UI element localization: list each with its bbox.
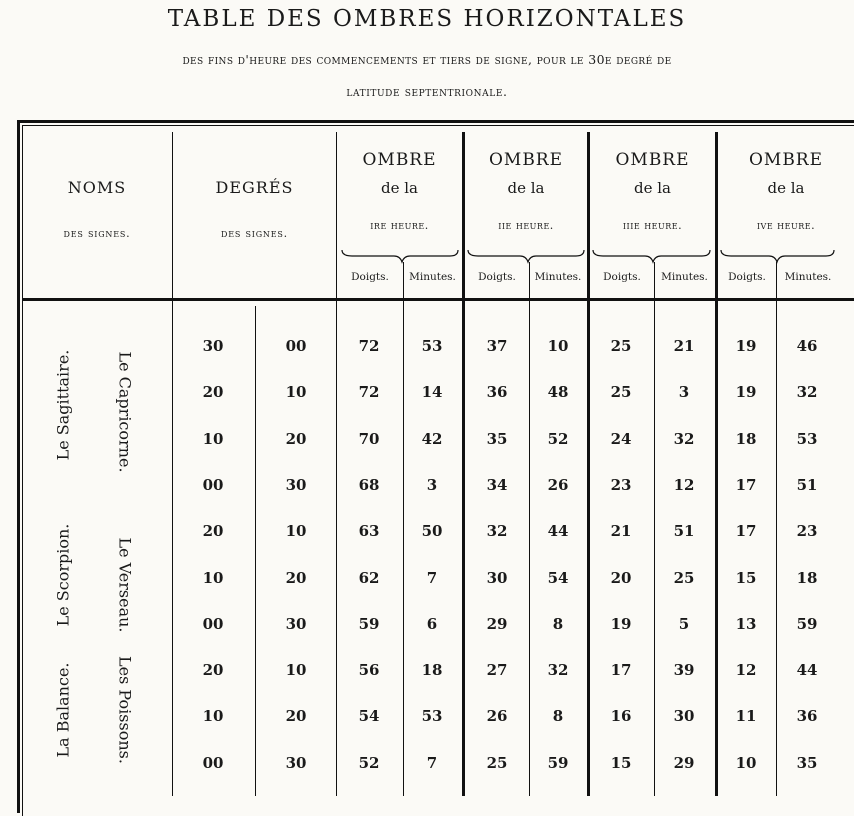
cell-h2-minutes: 8 — [552, 614, 564, 633]
cell-deg-right: 10 — [285, 661, 307, 680]
h2-doigts: Doigts. — [478, 271, 516, 283]
h2-heure: iie heure. — [498, 219, 554, 232]
cell-h4-minutes: 18 — [796, 568, 818, 587]
cell-h1-doigts: 54 — [358, 707, 380, 726]
cell-h1-doigts: 63 — [358, 522, 380, 541]
cell-h4-minutes: 51 — [796, 475, 818, 494]
cell-deg-right: 20 — [285, 568, 307, 587]
cell-h2-minutes: 48 — [547, 383, 569, 402]
h3-ombre: OMBRE — [615, 150, 690, 170]
cell-h2-doigts: 27 — [486, 661, 508, 680]
cell-h1-doigts: 62 — [358, 568, 380, 587]
cell-h1-minutes: 53 — [421, 337, 443, 355]
subtitle-line-1: des fins d'heure des commencements et tiers de signe, pour le 30e degré de — [182, 52, 672, 67]
cell-deg-right: 20 — [285, 707, 307, 726]
sign-left-sagittaire: Le Sagittaire. — [53, 349, 73, 461]
cell-h1-doigts: 52 — [358, 753, 380, 772]
cell-deg-right: 30 — [285, 475, 307, 494]
cell-h1-doigts: 68 — [358, 475, 380, 494]
cell-h4-minutes: 53 — [796, 429, 818, 448]
cell-h3-minutes: 12 — [673, 475, 695, 494]
cell-h1-minutes: 50 — [421, 522, 443, 541]
header-degres: DEGRÉS — [215, 178, 294, 197]
cell-h3-minutes: 25 — [673, 568, 695, 587]
cell-h4-minutes: 59 — [796, 614, 818, 633]
subtitle-line-2: latitude septentrionale. — [346, 84, 508, 99]
cell-h4-minutes: 35 — [796, 753, 818, 772]
cell-h3-doigts: 24 — [610, 429, 632, 448]
cell-h4-minutes: 36 — [796, 707, 818, 726]
cell-h1-doigts: 72 — [358, 337, 380, 355]
cell-h2-doigts: 26 — [486, 707, 508, 726]
cell-h4-doigts: 19 — [735, 337, 757, 355]
cell-h2-minutes: 32 — [547, 661, 569, 680]
cell-h4-minutes: 46 — [796, 337, 818, 355]
cell-deg-right: 10 — [285, 383, 307, 402]
cell-h1-minutes: 53 — [421, 707, 443, 726]
cell-h3-minutes: 21 — [673, 337, 695, 355]
cell-h2-minutes: 44 — [547, 522, 569, 541]
cell-h4-doigts: 17 — [735, 475, 757, 494]
cell-deg-left: 10 — [202, 707, 224, 726]
cell-deg-left: 30 — [202, 337, 224, 355]
h3-heure: iiie heure. — [622, 219, 683, 232]
h1-dela: de la — [381, 179, 418, 197]
cell-deg-right: 10 — [285, 522, 307, 541]
cell-h2-doigts: 36 — [486, 383, 508, 402]
cell-h3-minutes: 30 — [673, 707, 695, 726]
cell-h3-minutes: 3 — [678, 383, 690, 402]
cell-h3-doigts: 25 — [610, 383, 632, 402]
cell-h3-minutes: 5 — [678, 614, 690, 633]
cell-h4-doigts: 11 — [735, 707, 757, 726]
cell-deg-right: 30 — [285, 753, 307, 772]
cell-h3-doigts: 15 — [610, 753, 632, 772]
cell-h4-minutes: 23 — [796, 522, 818, 541]
cell-h1-minutes: 7 — [426, 753, 438, 772]
cell-h4-doigts: 13 — [735, 614, 757, 633]
cell-h1-doigts: 59 — [358, 614, 380, 633]
cell-h2-doigts: 30 — [486, 568, 508, 587]
sign-right-poissons: Les Poissons. — [115, 656, 135, 764]
cell-h3-minutes: 51 — [673, 522, 695, 541]
cell-h1-doigts: 70 — [358, 429, 380, 448]
cell-h2-minutes: 26 — [547, 475, 569, 494]
h1-doigts: Doigts. — [351, 271, 389, 283]
h2-minutes: Minutes. — [534, 271, 582, 283]
cell-h3-doigts: 23 — [610, 475, 632, 494]
cell-h3-doigts: 19 — [610, 614, 632, 633]
cell-h1-minutes: 3 — [426, 475, 438, 494]
cell-h4-minutes: 44 — [796, 661, 818, 680]
cell-deg-left: 00 — [202, 753, 224, 772]
h2-ombre: OMBRE — [488, 150, 564, 170]
h4-doigts: Doigts. — [728, 271, 766, 283]
cell-h1-minutes: 18 — [421, 661, 443, 680]
cell-h3-minutes: 32 — [673, 429, 695, 448]
cell-deg-left: 00 — [202, 475, 224, 494]
h4-heure: ive heure. — [756, 219, 816, 232]
cell-h2-minutes: 52 — [547, 429, 569, 448]
h4-minutes: Minutes. — [784, 271, 832, 283]
h1-ombre: OMBRE — [362, 150, 437, 170]
header-degres-sub: des signes. — [221, 227, 288, 240]
cell-h1-doigts: 56 — [358, 661, 380, 680]
table-title: TABLE DES OMBRES HORIZONTALES — [167, 6, 687, 32]
cell-deg-right: 20 — [285, 429, 307, 448]
cell-h1-minutes: 14 — [421, 383, 443, 402]
cell-h2-minutes: 10 — [547, 337, 569, 355]
cell-h4-doigts: 10 — [735, 753, 757, 772]
sign-left-balance: La Balance. — [53, 662, 73, 758]
h2-dela: de la — [507, 179, 545, 197]
cell-h2-doigts: 35 — [486, 429, 508, 448]
cell-h2-minutes: 59 — [547, 753, 569, 772]
cell-h1-doigts: 72 — [358, 383, 380, 402]
h3-minutes: Minutes. — [661, 271, 708, 283]
h4-dela: de la — [767, 179, 805, 197]
cell-h2-doigts: 37 — [486, 337, 508, 355]
h1-minutes: Minutes. — [409, 271, 456, 283]
cell-h2-minutes: 54 — [547, 568, 569, 587]
cell-deg-left: 10 — [202, 429, 224, 448]
h1-heure: ire heure. — [370, 219, 429, 232]
cell-h3-minutes: 39 — [673, 661, 695, 680]
cell-h2-doigts: 32 — [486, 522, 508, 541]
header-noms-sub: des signes. — [63, 227, 131, 240]
cell-h4-doigts: 19 — [735, 383, 757, 402]
cell-deg-left: 20 — [202, 661, 224, 680]
cell-h3-doigts: 21 — [610, 522, 632, 541]
cell-h1-minutes: 7 — [426, 568, 438, 587]
cell-deg-right: 30 — [285, 614, 307, 633]
cell-h2-minutes: 8 — [552, 707, 564, 726]
header-noms: NOMS — [67, 178, 127, 197]
cell-h3-minutes: 29 — [673, 753, 695, 772]
h3-dela: de la — [634, 179, 671, 197]
cell-h4-doigts: 18 — [735, 429, 757, 448]
cell-h3-doigts: 16 — [610, 707, 632, 726]
sign-right-capricorne: Le Capricorne. — [115, 351, 135, 473]
cell-h4-doigts: 17 — [735, 522, 757, 541]
cell-h1-minutes: 42 — [421, 429, 443, 448]
cell-deg-right: 00 — [285, 337, 307, 355]
cell-deg-left: 20 — [202, 383, 224, 402]
cell-h4-minutes: 32 — [796, 383, 818, 402]
cell-deg-left: 20 — [202, 522, 224, 541]
cell-h4-doigts: 12 — [735, 661, 757, 680]
cell-h3-doigts: 20 — [610, 568, 632, 587]
cell-h4-doigts: 15 — [735, 568, 757, 587]
cell-h3-doigts: 25 — [610, 337, 632, 355]
cell-deg-left: 00 — [202, 614, 224, 633]
cell-h2-doigts: 34 — [486, 475, 508, 494]
sign-right-verseau: Le Verseau. — [115, 537, 135, 633]
cell-h2-doigts: 29 — [486, 614, 508, 633]
h4-ombre: OMBRE — [748, 150, 824, 170]
sign-left-scorpion: Le Scorpion. — [53, 523, 73, 627]
h3-doigts: Doigts. — [603, 271, 641, 283]
cell-h1-minutes: 6 — [426, 614, 438, 633]
cell-h3-doigts: 17 — [610, 661, 632, 680]
cell-h2-doigts: 25 — [486, 753, 508, 772]
cell-deg-left: 10 — [202, 568, 224, 587]
